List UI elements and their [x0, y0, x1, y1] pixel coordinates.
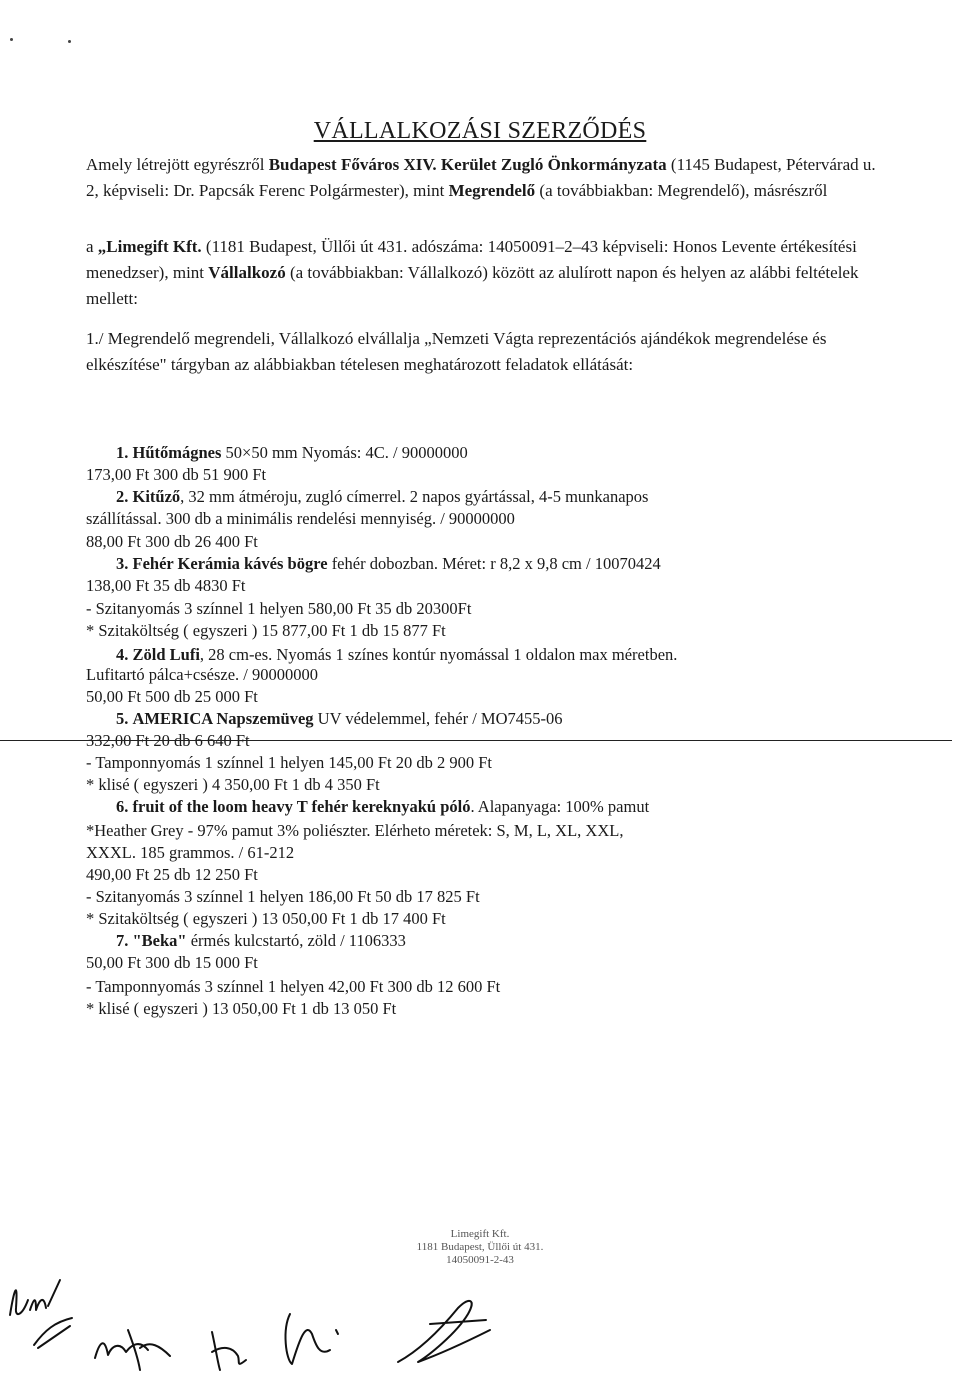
item-description: érmés kulcstartó, zöld / 1106333: [186, 931, 406, 950]
item-heading: [116, 796, 649, 818]
scan-speck: [10, 38, 13, 41]
item-name: fruit of the loom heavy T fehér kereknyakú póló: [132, 797, 471, 816]
item-description: 50×50 mm Nyomás: 4C. / 90000000: [221, 443, 468, 462]
item-line: 50,00 Ft 300 db 15 000 Ft: [86, 953, 258, 972]
contractor-name: „Limegift Kft.: [97, 237, 202, 256]
intro-text: Amely létrejött egyrészről: [86, 155, 269, 174]
item-name: Zöld Lufi: [132, 645, 200, 664]
signatures: [0, 1260, 960, 1373]
item-line: XXXL. 185 grammos. / 61-212: [86, 843, 295, 862]
intro-text: (1181 Budapest, Üllői út 431. adószáma: 14050091–2–43 képviseli: Honos Levente értékesítési menedzser), mint: [86, 237, 857, 282]
signature-stroke: [34, 1318, 72, 1348]
signature-5: [398, 1301, 490, 1362]
item-name: Fehér Kerámia kávés bögre: [132, 554, 328, 573]
intro-text: a: [86, 237, 98, 256]
item-line: 88,00 Ft 300 db 26 400 Ft: [86, 532, 258, 551]
client-role: Megrendelő: [448, 181, 536, 200]
item-description: , 28 cm-es. Nyomás 1 színes kontúr nyomással 1 oldalon max méretben.: [199, 645, 678, 664]
item-description: , 32 mm átméroju, zugló címerrel. 2 napos gyártással, 4-5 munkanapos: [180, 487, 649, 506]
item-name: Kitűző: [132, 487, 181, 506]
item-number: 4.: [116, 645, 129, 664]
item-name: AMERICA Napszemüveg: [132, 709, 314, 728]
item-description: fehér dobozban. Méret: r 8,2 x 9,8 cm / 10070424: [327, 554, 661, 573]
stamp-line: Limegift Kft.: [450, 1228, 510, 1240]
item-number: 6.: [116, 797, 129, 816]
item-line: Lufitartó pálca+csésze. / 90000000: [86, 665, 318, 684]
item-line: 490,00 Ft 25 db 12 250 Ft: [86, 865, 258, 884]
item-name: Hűtőmágnes: [132, 443, 222, 462]
item-line: * klisé ( egyszeri ) 4 350,00 Ft 1 db 4 350 Ft: [86, 775, 380, 794]
intro-text: (a továbbiakban: Megrendelő), másrészről: [535, 181, 828, 200]
item-number: 7.: [116, 931, 129, 950]
intro-paragraph-2: [86, 234, 886, 312]
item-line: szállítással. 300 db a minimális rendelési mennyiség. / 90000000: [86, 509, 515, 528]
item-number: 2.: [116, 487, 129, 506]
item-line: 173,00 Ft 300 db 51 900 Ft: [86, 465, 267, 484]
item-name: "Beka": [132, 931, 187, 950]
stray-horizontal-line: [0, 740, 952, 741]
stamp-line: 14050091-2-43: [446, 1254, 514, 1266]
item-line: * Szitaköltség ( egyszeri ) 15 877,00 Ft 1 db 15 877 Ft: [86, 621, 446, 640]
item-number: 1.: [116, 443, 129, 462]
intro-text: (a továbbiakban: Vállalkozó) között az alulírott napon és helyen az alábbi feltételek mellett:: [86, 263, 859, 308]
item-line: 332,00 Ft 20 db 6 640 Ft: [86, 731, 250, 750]
scan-speck: [68, 40, 71, 43]
stamp-line: 1181 Budapest, Üllői út 431.: [416, 1241, 544, 1253]
signature-2: [95, 1330, 170, 1370]
item-description: . Alapanyaga: 100% pamut: [470, 797, 650, 816]
signature-initials: [10, 1280, 60, 1315]
contractor-role: Vállalkozó: [208, 263, 286, 282]
client-name: Budapest Főváros XIV. Kerület Zugló Önkormányzata: [268, 155, 667, 174]
item-line: * klisé ( egyszeri ) 13 050,00 Ft 1 db 13 050 Ft: [86, 999, 397, 1018]
item-heading: [116, 644, 677, 666]
item-line: * Szitaköltség ( egyszeri ) 13 050,00 Ft 1 db 17 400 Ft: [86, 909, 446, 928]
intro-paragraph-1: [86, 152, 886, 204]
item-line: 50,00 Ft 500 db 25 000 Ft: [86, 687, 258, 706]
item-line: *Heather Grey - 97% pamut 3% poliészter. Elérheto méretek: S, M, L, XL, XXL,: [86, 821, 624, 840]
section-1-paragraph: 1./ Megrendelő megrendeli, Vállalkozó elvállalja „Nemzeti Vágta reprezentációs ajándékok megrendelése és elkészítése" tárgyban az alábbiakban tételesen meghatározott feladatok ellátását:: [86, 329, 827, 374]
item-heading: [116, 708, 563, 730]
item-heading: [116, 553, 661, 575]
signature-3: [212, 1332, 246, 1370]
item-line: 138,00 Ft 35 db 4830 Ft: [86, 576, 246, 595]
item-heading: [116, 442, 468, 464]
item-heading: [116, 486, 648, 508]
item-line: - Tamponnyomás 1 színnel 1 helyen 145,00 Ft 20 db 2 900 Ft: [86, 753, 492, 772]
item-line: - Szitanyomás 3 színnel 1 helyen 580,00 Ft 35 db 20300Ft: [86, 599, 472, 618]
item-description: UV védelemmel, fehér / MO7455-06: [313, 709, 563, 728]
document-title: VÁLLALKOZÁSI SZERZŐDÉS: [313, 118, 647, 144]
item-line: - Tamponnyomás 3 színnel 1 helyen 42,00 Ft 300 db 12 600 Ft: [86, 977, 501, 996]
item-line: - Szitanyomás 3 színnel 1 helyen 186,00 Ft 50 db 17 825 Ft: [86, 887, 480, 906]
item-number: 3.: [116, 554, 129, 573]
item-number: 5.: [116, 709, 129, 728]
item-heading: [116, 930, 406, 952]
intro-text: (1145 Budapest, Pétervárad u. 2, képviseli: Dr. Papcsák Ferenc Polgármester), mint: [86, 155, 876, 200]
signature-4: [286, 1314, 338, 1364]
